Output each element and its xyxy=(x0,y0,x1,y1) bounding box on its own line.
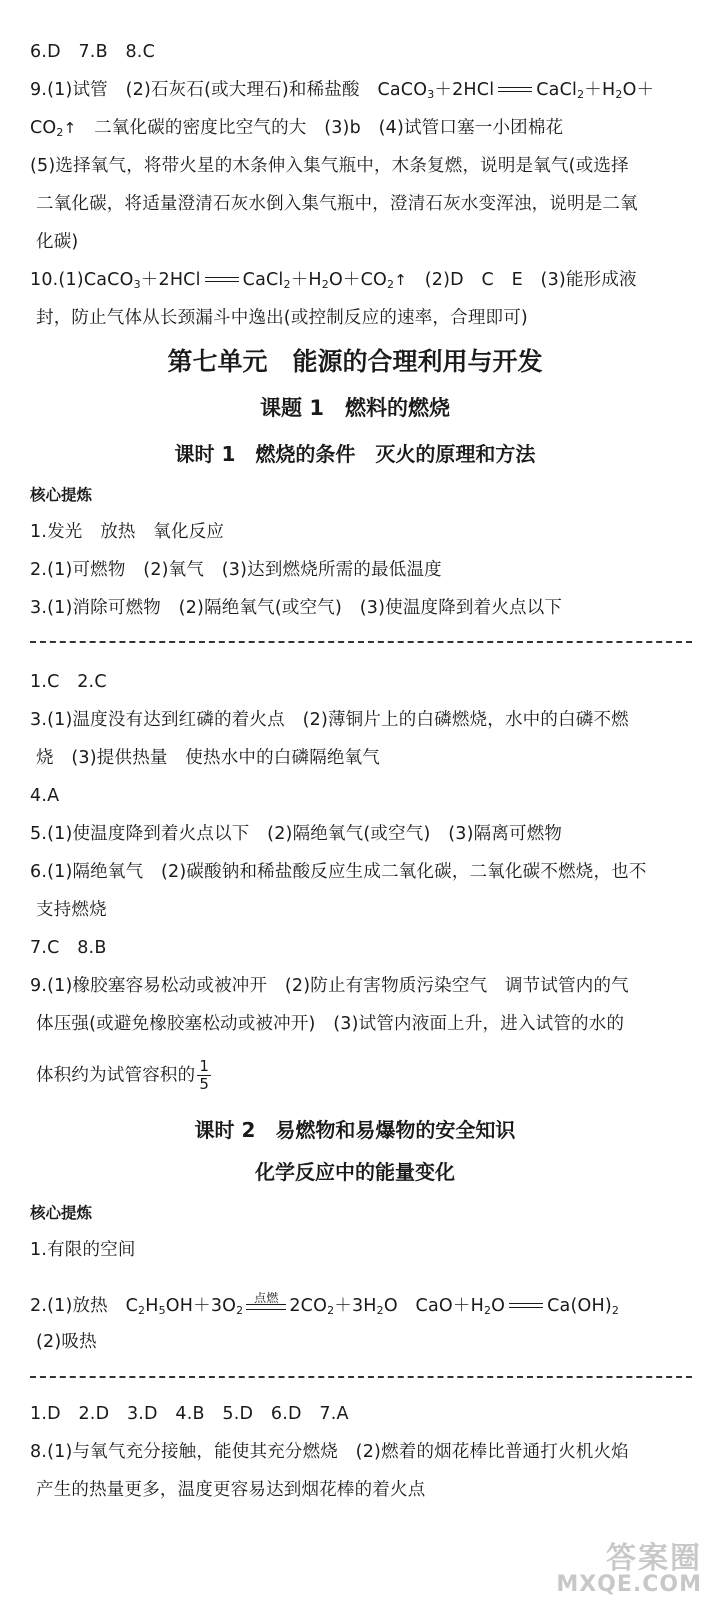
watermark-text: 答案圈 xyxy=(606,1541,702,1576)
fraction xyxy=(197,1058,211,1093)
answer-text: 2.(1)放热 xyxy=(30,1296,126,1316)
answer-text: 体积约为试管容积的 xyxy=(36,1065,196,1086)
chem-equation: CaCO$_3$＋2HCl $CaCl_2+H_2O+CO_2↑$ xyxy=(83,270,408,291)
answer-line: 体压强(或避免橡胶塞松动或被冲开) (3)试管内液面上升，进入试管的水的 xyxy=(36,1014,625,1034)
answer-text: (2)D C E (3)能形成液 xyxy=(407,270,637,290)
unit-heading: 第七单元 能源的合理利用与开发 xyxy=(167,347,543,376)
lesson-heading: 课时 1 燃烧的条件 灭火的原理和方法 xyxy=(174,442,536,466)
answer-line: 7.C 8.B xyxy=(30,938,107,958)
chem-equation: CaCO$_3$＋2HCl $CaCl_2+H_2O+$ xyxy=(377,80,655,101)
answer-line: 3.(1)消除可燃物 (2)隔绝氧气(或空气) (3)使温度降到着火点以下 xyxy=(30,598,563,618)
answer-line: 产生的热量更多，温度更容易达到烟花棒的着火点 xyxy=(36,1480,426,1500)
answer-line: 封，防止气体从长颈漏斗中逸出(或控制反应的速率，合理即可) xyxy=(36,308,528,328)
fraction-numerator: 1 xyxy=(199,1057,210,1075)
answer-line: 二氧化碳，将适量澄清石灰水倒入集气瓶中，澄清石灰水变浑浊，说明是二氧 xyxy=(36,194,638,214)
answer-q9-line2 xyxy=(30,116,692,140)
answer-line: 3.(1)温度没有达到红磷的着火点 (2)薄铜片上的白磷燃烧，水中的白磷不燃 xyxy=(30,710,629,730)
fraction-denominator: 5 xyxy=(199,1075,210,1093)
answer-equation-line xyxy=(30,1291,692,1318)
answer-text: 9.(1)试管 (2)石灰石(或大理石)和稀盐酸 xyxy=(30,80,378,100)
answer-line: 化碳) xyxy=(36,232,79,252)
reaction-condition: 点燃 xyxy=(254,1291,279,1305)
answer-line: 4.A xyxy=(30,786,60,806)
dashed-divider xyxy=(30,1376,692,1378)
answer-line: 2.(1)可燃物 (2)氧气 (3)达到燃烧所需的最低温度 xyxy=(30,560,442,580)
dashed-divider xyxy=(30,641,692,643)
answer-line: 8.(1)与氧气充分接触，能使其充分燃烧 (2)燃着的烟花棒比普通打火机火焰 xyxy=(30,1442,629,1462)
section-label: 核心提炼 xyxy=(30,1204,93,1222)
answer-line-fraction xyxy=(36,1058,692,1093)
answer-line: 1.发光 放热 氧化反应 xyxy=(30,522,225,542)
chem-equation: $C_2H_5OH+3O_2$ 点燃 $2CO_2+3H_2O$ $CaO+H_2O$ $Ca(OH)_2$ xyxy=(126,1296,619,1316)
answer-line: 5.(1)使温度降到着火点以下 (2)隔绝氧气(或空气) (3)隔离可燃物 xyxy=(30,824,563,844)
section-label: 核心提炼 xyxy=(30,486,93,504)
answer-line: 烧 (3)提供热量 使热水中的白磷隔绝氧气 xyxy=(36,748,380,768)
answer-line: 1.有限的空间 xyxy=(30,1240,136,1260)
answer-line: 1.D 2.D 3.D 4.B 5.D 6.D 7.A xyxy=(30,1404,349,1424)
answer-q9-line1 xyxy=(30,78,692,102)
answer-text: 二氧化碳的密度比空气的大 (3)b (4)试管口塞一小团棉花 xyxy=(76,118,564,138)
answer-text: 10.(1) xyxy=(30,270,84,290)
answer-line: (2)吸热 xyxy=(36,1332,97,1352)
answer-line: (5)选择氧气，将带火星的木条伸入集气瓶中，木条复燃，说明是氧气(或选择 xyxy=(30,156,629,176)
watermark-logo xyxy=(556,1541,702,1597)
answer-q10-line1 xyxy=(30,268,692,292)
chem-formula: $CO_2↑$ xyxy=(30,118,77,139)
answer-line: 6.(1)隔绝氧气 (2)碳酸钠和稀盐酸反应生成二氧化碳，二氧化碳不燃烧，也不 xyxy=(30,862,647,882)
answer-line: 支持燃烧 xyxy=(36,900,107,920)
watermark-url: MXQE.COM xyxy=(556,1572,702,1597)
topic-heading: 课题 1 燃料的燃烧 xyxy=(260,396,450,420)
answer-line: 6.D 7.B 8.C xyxy=(30,42,155,62)
lesson-heading-continued: 化学反应中的能量变化 xyxy=(255,1160,455,1184)
lesson-heading: 课时 2 易燃物和易爆物的安全知识 xyxy=(194,1118,516,1142)
answer-line: 9.(1)橡胶塞容易松动或被冲开 (2)防止有害物质污染空气 调节试管内的气 xyxy=(30,976,629,996)
answer-line: 1.C 2.C xyxy=(30,672,107,692)
